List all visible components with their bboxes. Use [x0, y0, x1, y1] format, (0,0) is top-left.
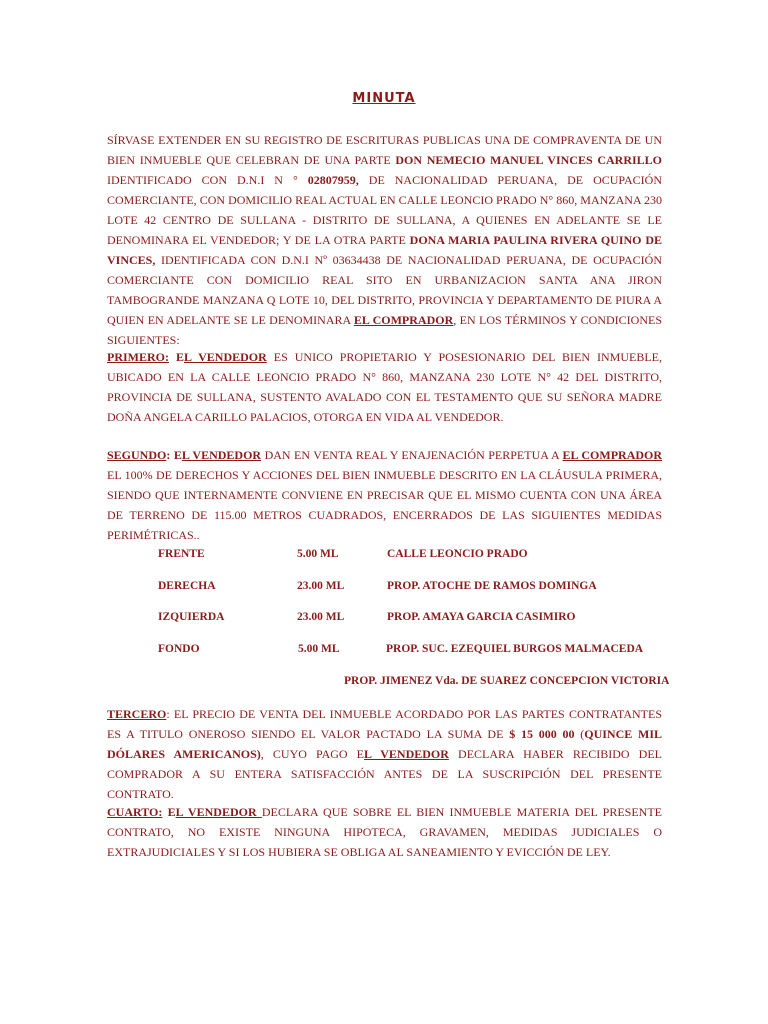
- segundo-label: SEGUNDO: [107, 448, 167, 462]
- clause-segundo: [107, 445, 662, 545]
- clause-cuarto: [107, 802, 662, 862]
- seller-name: DON NEMECIO MANUEL VINCES CARRILLO: [395, 153, 662, 167]
- price-amount-words: QUINCE MIL DÓLARES AMERICANOS): [107, 727, 663, 761]
- cuarto-term: L VENDEDOR: [175, 805, 262, 819]
- boundary-neighbor: PROP. SUC. EZEQUIEL BURGOS MALMACEDA: [386, 643, 644, 655]
- boundary-length: 5.00 ML: [298, 643, 340, 655]
- buyer-name: DONA MARIA PAULINA RIVERA QUINO DE VINCES,: [107, 233, 662, 267]
- tercero-term: L VENDEDOR: [364, 747, 449, 761]
- price-amount: $ 15 000 00: [509, 727, 575, 741]
- cuarto-text: DECLARA QUE SOBRE EL BIEN INMUEBLE MATERIA DEL PRESENTE CONTRATO, NO EXISTE NINGUNA HIPOTECA, GRAVAMEN, MEDIDAS JUDICIALES O EXTRAJUDICIALES Y SI LOS HUBIERA SE OBLIGA AL SANEAMIENTO Y EVICCIÓN DE LEY.: [107, 805, 663, 859]
- document-title: MINUTA: [352, 91, 416, 106]
- boundary-length: 23.00 ML: [297, 611, 345, 623]
- boundary-side: DERECHA: [158, 580, 216, 592]
- intro-text-1: SÍRVASE EXTENDER EN SU REGISTRO DE ESCRITURAS PUBLICAS UNA DE COMPRAVENTA DE UN BIEN INMUEBLE QUE CELEBRAN DE UNA PARTE: [107, 133, 662, 167]
- boundary-side: FONDO: [158, 643, 200, 655]
- primero-sep: E: [169, 350, 184, 364]
- tercero-text-2: (: [574, 727, 585, 741]
- cuarto-sep: E: [162, 805, 176, 819]
- boundary-length: 5.00 ML: [297, 548, 339, 560]
- primero-term: L VENDEDOR: [184, 350, 267, 364]
- boundary-extra-neighbor: PROP. JIMENEZ Vda. DE SUAREZ CONCEPCION VICTORIA: [344, 675, 670, 687]
- primero-text: ES UNICO PROPIETARIO Y POSESIONARIO DEL BIEN INMUEBLE, UBICADO EN LA CALLE LEONCIO PRADO N° 860, MANZANA 230 LOTE N° 42 DEL DISTRITO, PROVINCIA DE SULLANA, SUSTENTO AVALADO CON EL TESTAMENTO QUE SU SEÑORA MADRE DOÑA ANGELA CARILLO PALACIOS, OTORGA EN VIDA AL VENDEDOR.: [107, 350, 663, 424]
- segundo-term-2: EL COMPRADOR: [562, 448, 663, 462]
- tercero-text-1: : EL PRECIO DE VENTA DEL INMUEBLE ACORDADO POR LAS PARTES CONTRATANTES ES A TITULO ONEROSO SIENDO EL VALOR PACTADO LA SUMA DE: [107, 707, 662, 741]
- tercero-text-3: , CUYO PAGO E: [260, 747, 365, 761]
- seller-dni: 02807959,: [307, 173, 359, 187]
- tercero-label: TERCERO: [107, 707, 167, 721]
- intro-text-5: , EN LOS TÉRMINOS Y CONDICIONES SIGUIENTES:: [107, 313, 662, 347]
- boundary-side: FRENTE: [158, 548, 205, 560]
- buyer-term: EL COMPRADOR: [353, 313, 454, 327]
- segundo-term-1: L VENDEDOR: [181, 448, 262, 462]
- clause-tercero: [107, 704, 662, 804]
- segundo-text-2: EL 100% DE DERECHOS Y ACCIONES DEL BIEN INMUEBLE DESCRITO EN LA CLÁUSULA PRIMERA, SIENDO QUE INTERNAMENTE CONVIENE EN PRECISAR QUE EL MISMO CUENTA CON UNA ÁREA DE TERRENO DE 115.00 METROS CUADRADOS, ENCERRADOS DE LAS SIGUIENTES MEDIDAS PERIMÉTRICAS..: [107, 468, 662, 542]
- boundary-neighbor: PROP. ATOCHE DE RAMOS DOMINGA: [387, 580, 597, 592]
- boundary-length: 23.00 ML: [297, 580, 345, 592]
- cuarto-label: CUARTO:: [107, 805, 163, 819]
- intro-text-4: IDENTIFICADA CON D.N.I Nº 03634438 DE NACIONALIDAD PERUANA, DE OCUPACIÓN COMERCIANTE CON DOMICILIO REAL SITO EN URBANIZACION SANTA ANA JIRON TAMBOGRANDE MANZANA Q LOTE 10, DEL DISTRITO, PROVINCIA Y DEPARTAMENTO DE PIURA A QUIEN EN ADELANTE SE LE DENOMINARA: [107, 253, 662, 327]
- boundary-neighbor: PROP. AMAYA GARCIA CASIMIRO: [387, 611, 576, 623]
- intro-text-3: DE NACIONALIDAD PERUANA, DE OCUPACIÓN COMERCIANTE, CON DOMICILIO REAL ACTUAL EN CALLE LEONCIO PRADO N° 860, MANZANA 230 LOTE 42 CENTRO DE SULLANA - DISTRITO DE SULLANA, A QUIENES EN ADELANTE SE LE DENOMINARA EL VENDEDOR; Y DE LA OTRA PARTE: [107, 173, 662, 247]
- boundary-neighbor: CALLE LEONCIO PRADO: [387, 548, 528, 560]
- tercero-text-4: DECLARA HABER RECIBIDO DEL COMPRADOR A SU ENTERA SATISFACCIÓN ANTES DE LA SUSCRIPCIÓN DEL PRESENTE CONTRATO.: [107, 747, 663, 801]
- primero-label: PRIMERO:: [107, 350, 169, 364]
- intro-text-2: IDENTIFICADO CON D.N.I N °: [107, 173, 308, 187]
- segundo-text-1: DAN EN VENTA REAL Y ENAJENACIÓN PERPETUA A: [261, 448, 563, 462]
- boundary-side: IZQUIERDA: [158, 611, 225, 623]
- segundo-sep: : E: [166, 448, 182, 462]
- clause-primero: [107, 347, 662, 427]
- intro-paragraph: [107, 130, 662, 350]
